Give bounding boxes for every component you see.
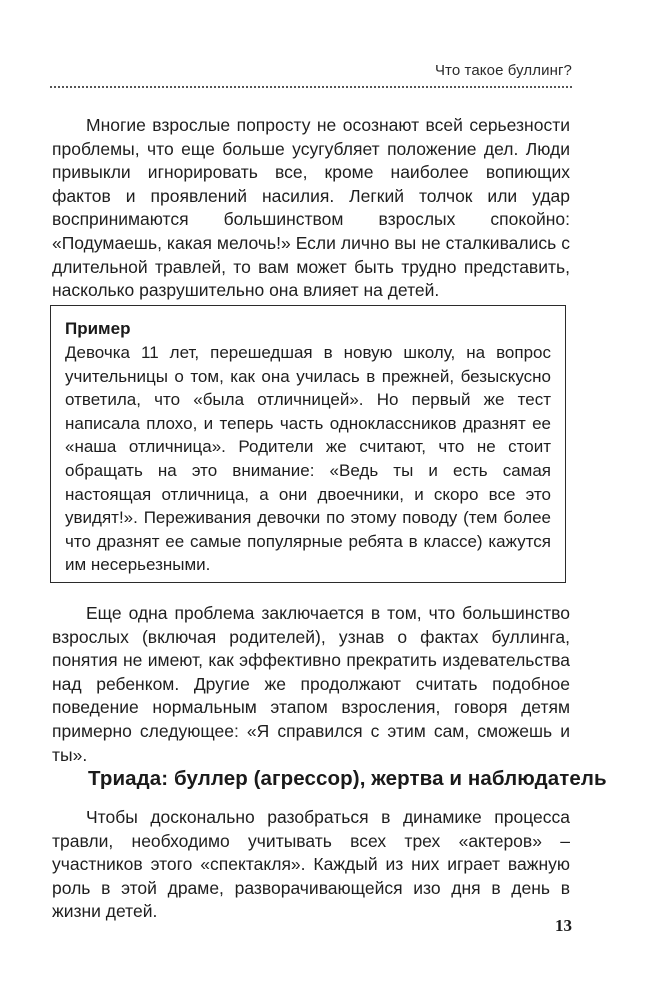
body-paragraph-3: Чтобы досконально разобраться в динамике процесса травли, необходимо учитывать всех трех «актеров» – участников этого «спектакля». Каждый из них играет важную роль в этой драме, разворачивающейся изо дня в день в жизни детей. bbox=[52, 807, 570, 922]
body-paragraph-2: Еще одна проблема заключается в том, что большинство взрослых (включая родителей), узнав о фактах буллинга, понятия не имеют, как эффективно прекратить издевательства над ребенком. Другие же продолжают считать подобное поведение нормальным этапом взросления, говоря детям примерно следующее: «Я справился с этим сам, сможешь и ты». bbox=[52, 603, 570, 765]
example-callout-box bbox=[50, 305, 566, 583]
running-header-title: Что такое буллинг? bbox=[434, 62, 572, 79]
section-heading: Триада: буллер (агрессор), жертва и наблюдатель bbox=[88, 767, 607, 790]
example-title: Пример bbox=[65, 319, 131, 338]
example-text: Девочка 11 лет, перешедшая в новую школу, на вопрос учительницы о том, как она училась в прежней, безыскусно ответила, что «была отличницей». Но первый же тест написала плохо, и теперь часть одноклассников дразнят ее «наша отличница». Родители же считают, что не стоит обращать на это внимание: «Ведь ты и есть самая настоящая отличница, а они двоечники, и скоро все это увидят!». Переживания девочки по этому поводу (тем более что дразнят ее самые популярные ребята в классе) кажутся им несерьезными. bbox=[65, 343, 551, 575]
header-dotted-rule bbox=[50, 86, 572, 88]
page-number: 13 bbox=[555, 916, 572, 935]
body-paragraph-1: Многие взрослые попросту не осознают всей серьезности проблемы, что еще больше усугубляет положение дел. Люди привыкли игнорировать все, кроме наиболее вопиющих фактов и проявлений насилия. Легкий толчок или удар воспринимаются большинством взрослых спокойно: «Подумаешь, какая мелочь!» Если лично вы не сталкивались с длительной травлей, то вам может быть трудно представить, насколько разрушительно она влияет на детей. bbox=[52, 115, 570, 301]
